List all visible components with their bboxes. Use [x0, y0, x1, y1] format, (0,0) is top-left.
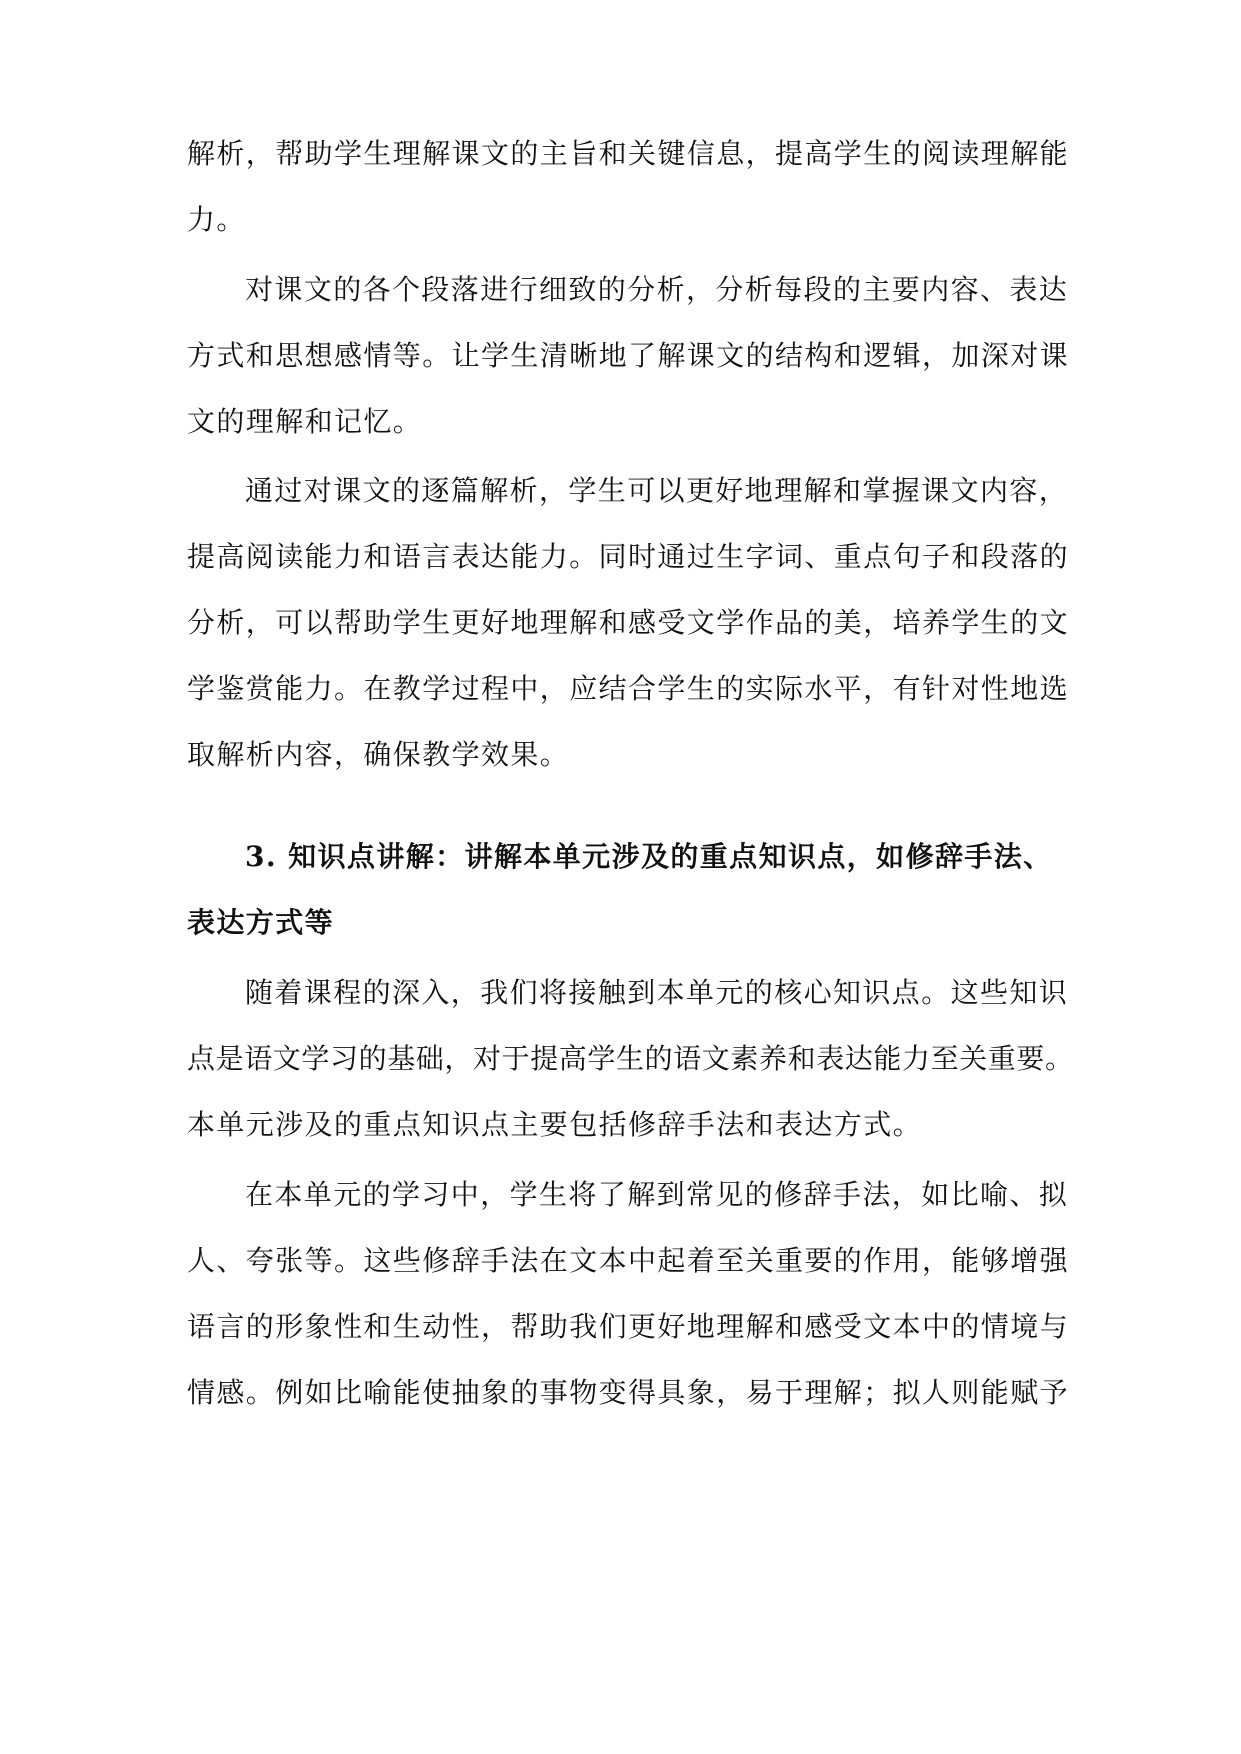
paragraph-line: 学鉴赏能力。在教学过程中，应结合学生的实际水平，有针对性地选	[187, 672, 1070, 705]
paragraph-line: 情感。例如比喻能使抽象的事物变得具象，易于理解；拟人则能赋予	[187, 1376, 1070, 1409]
section-heading-line: 3. 知识点讲解：讲解本单元涉及的重点知识点，如修辞手法、	[245, 840, 1053, 873]
paragraph-line: 通过对课文的逐篇解析，学生可以更好地理解和掌握课文内容，	[245, 474, 1069, 507]
section-heading-line: 表达方式等	[187, 906, 335, 939]
paragraph-line: 解析，帮助学生理解课文的主旨和关键信息，提高学生的阅读理解能	[187, 137, 1070, 170]
paragraph-line: 点是语文学习的基础，对于提高学生的语文素养和表达能力至关重要。	[187, 1042, 1074, 1075]
paragraph-line: 分析，可以帮助学生更好地理解和感受文学作品的美，培养学生的文	[187, 606, 1070, 639]
paragraph-line: 在本单元的学习中，学生将了解到常见的修辞手法，如比喻、拟	[245, 1178, 1069, 1211]
paragraph-line: 对课文的各个段落进行细致的分析，分析每段的主要内容、表达	[245, 273, 1069, 306]
paragraph-line: 方式和思想感情等。让学生清晰地了解课文的结构和逻辑，加深对课	[187, 339, 1070, 372]
paragraph-line: 文的理解和记忆。	[187, 405, 423, 438]
paragraph-line: 力。	[187, 203, 246, 236]
paragraph-line: 本单元涉及的重点知识点主要包括修辞手法和表达方式。	[187, 1108, 923, 1141]
paragraph-line: 人、夸张等。这些修辞手法在文本中起着至关重要的作用，能够增强	[187, 1244, 1070, 1277]
paragraph-line: 取解析内容，确保教学效果。	[187, 738, 570, 771]
paragraph-line: 提高阅读能力和语言表达能力。同时通过生字词、重点句子和段落的	[187, 540, 1070, 573]
paragraph-line: 语言的形象性和生动性，帮助我们更好地理解和感受文本中的情境与	[187, 1310, 1070, 1343]
paragraph-line: 随着课程的深入，我们将接触到本单元的核心知识点。这些知识	[245, 976, 1069, 1009]
